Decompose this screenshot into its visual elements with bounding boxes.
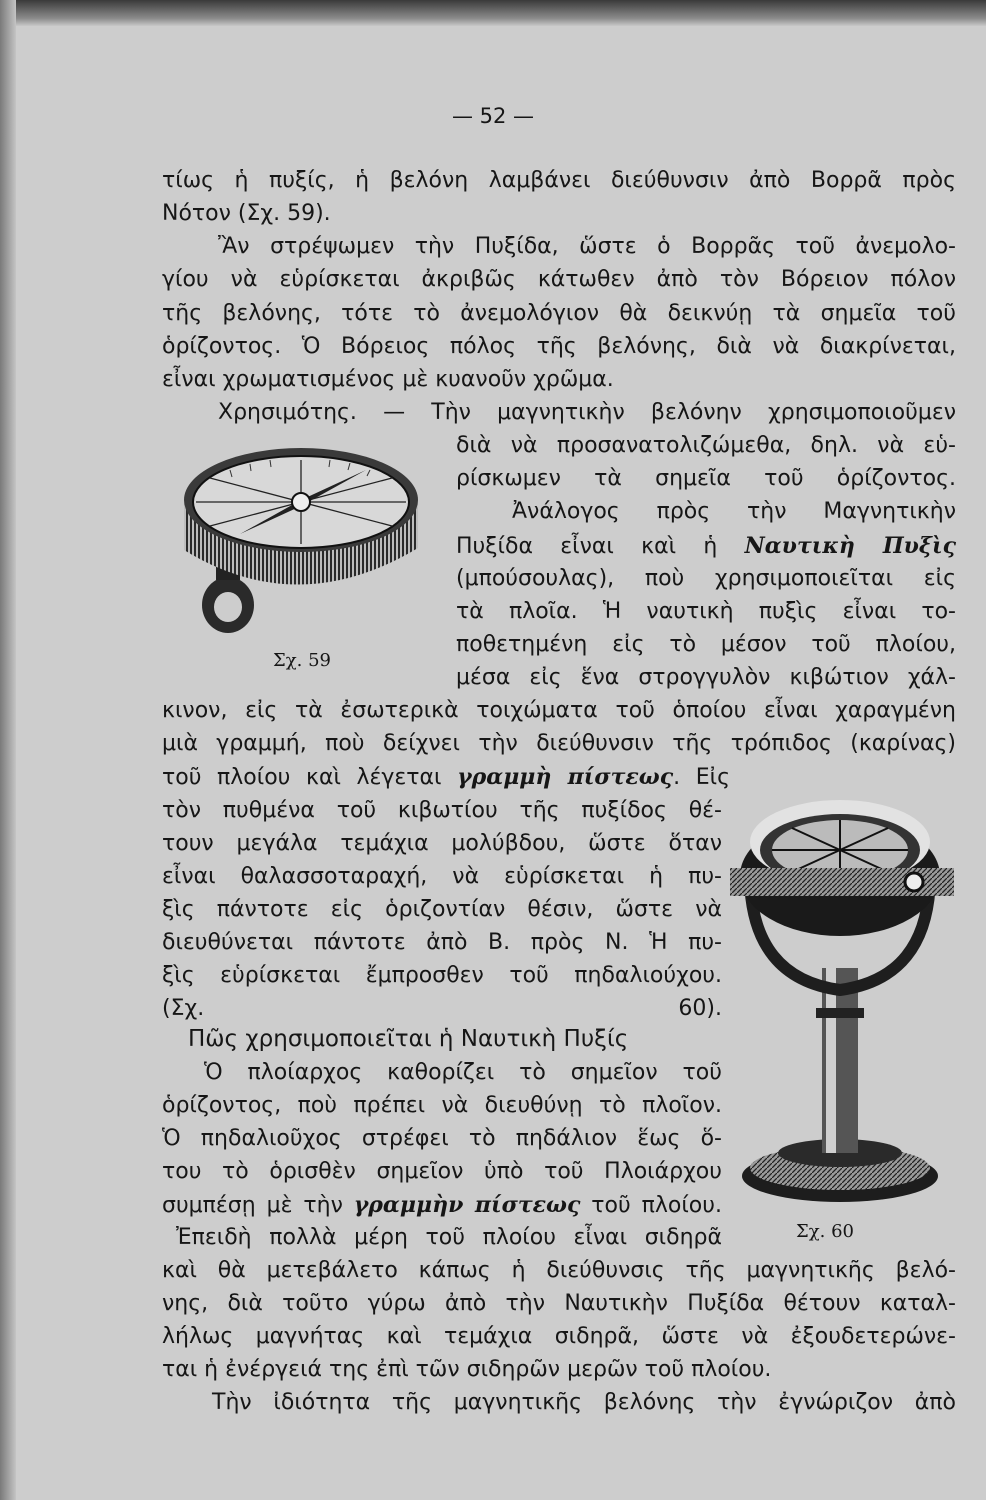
text-line — [456, 531, 956, 562]
text-line: Νότον (Σχ. 59). — [162, 201, 331, 226]
text-line: μέσα εἰς ἕνα στρογγυλὸν κιβώτιον χάλ- — [456, 665, 956, 690]
text-line: Τὴν ἰδιότητα τῆς μαγνητικῆς βελόνης τὴν ἐγνώριζον ἀπὸ — [212, 1390, 956, 1415]
text-line: ὁρίζοντος, ποὺ πρέπει νὰ διευθύνῃ τὸ πλοῖον. — [162, 1093, 722, 1118]
emphasis-term: γραμμὴν πίστεως — [353, 1192, 581, 1218]
text-line: (μπούσουλας), ποὺ χρησιμοποιεῖται εἰς — [456, 566, 956, 591]
text-line: λήλως μαγνήτας καὶ τεμάχια σιδηρᾶ, ὥστε νὰ ἐξουδετερώνε- — [162, 1324, 956, 1349]
text-line: ται ἡ ἐνέργειά της ἐπὶ τῶν σιδηρῶν μερῶν τοῦ πλοίου. — [162, 1357, 772, 1382]
text-run: τοῦ πλοίου καὶ λέγεται — [162, 765, 458, 790]
text-line: τίως ἡ πυξίς, ἡ βελόνη λαμβάνει διεύθυνσιν ἀπὸ Βορρᾶ πρὸς — [162, 168, 956, 193]
text-line: ξὶς πάντοτε εἰς ὁριζοντίαν θέσιν, ὥστε νὰ — [162, 897, 722, 922]
scan-edge-left — [0, 0, 16, 1500]
text-line — [162, 762, 730, 793]
text-line: διὰ νὰ προσανατολιζώμεθα, δηλ. νὰ εὑ- — [456, 433, 956, 458]
text-run: . Εἰς — [673, 765, 731, 790]
section-heading: Πῶς χρησιμοποιεῖται ἡ Ναυτικὴ Πυξίς — [188, 1026, 629, 1052]
text-line: εἶναι θαλασσοταραχή, νὰ εὑρίσκεται ἡ πυ- — [162, 864, 722, 889]
text-line: τὰ πλοῖα. Ἡ ναυτικὴ πυξὶς εἶναι το- — [456, 599, 956, 624]
figure-59-magnetic-compass — [170, 430, 440, 660]
text-line: Ὁ πηδαλιοῦχος στρέφει τὸ πηδάλιον ἕως ὅ- — [162, 1126, 722, 1151]
text-line: (Σχ. 60). — [162, 996, 722, 1021]
text-line: ὁρίζοντος. Ὁ Βόρειος πόλος τῆς βελόνης, διὰ νὰ διακρίνεται, — [162, 334, 956, 359]
text-line: ξὶς εὑρίσκεται ἔμπροσθεν τοῦ πηδαλιούχου. — [162, 963, 722, 988]
emphasis-term: γραμμὴ πίστεως — [457, 764, 674, 790]
text-run: Πυξίδα εἶναι καὶ ἡ — [456, 534, 745, 559]
text-line — [162, 1190, 722, 1221]
figure-59-caption: Σχ. 59 — [273, 650, 331, 671]
text-line: Ἀνάλογος πρὸς τὴν Μαγνητικὴν — [512, 499, 956, 524]
emphasis-term: Ναυτικὴ Πυξὶς — [744, 533, 956, 559]
text-run: συμπέσῃ μὲ τὴν — [162, 1193, 354, 1218]
text-line: κινον, εἰς τὰ ἐσωτερικὰ τοιχώματα τοῦ ὁποίου εἶναι χαραγμένη — [162, 698, 956, 723]
text-line: ποθετημένη εἰς τὸ μέσον τοῦ πλοίου, — [456, 632, 956, 657]
text-line: μιὰ γραμμή, ποὺ δείχνει τὴν διεύθυνσιν τῆς τρόπιδος (καρίνας) — [162, 731, 956, 756]
text-line: τουν μεγάλα τεμάχια μολύβδου, ὥστε ὅταν — [162, 831, 722, 856]
text-line: του τὸ ὁρισθὲν σημεῖον ὑπὸ τοῦ Πλοιάρχου — [162, 1159, 722, 1184]
text-line: Ἂν στρέψωμεν τὴν Πυξίδα, ὥστε ὁ Βορρᾶς τοῦ ἀνεμολο- — [218, 234, 956, 259]
figure-60-nautical-compass — [722, 778, 956, 1218]
text-line: Ἐπειδὴ πολλὰ μέρη τοῦ πλοίου εἶναι σιδηρᾶ — [176, 1225, 722, 1250]
text-line: τὸν πυθμένα τοῦ κιβωτίου τῆς πυξίδος θέ- — [162, 798, 722, 823]
text-line: εἶναι χρωματισμένος μὲ κυανοῦν χρῶμα. — [162, 367, 614, 392]
page-number: — 52 — — [451, 104, 535, 128]
scan-edge-top — [0, 0, 986, 26]
text-run: τοῦ πλοίου. — [580, 1193, 722, 1218]
text-line: καὶ θὰ μετεβάλετο κάπως ἡ διεύθυνσις τῆς μαγνητικῆς βελό- — [162, 1258, 956, 1283]
figure-60-caption: Σχ. 60 — [796, 1221, 854, 1242]
text-line: τῆς βελόνης, τότε τὸ ἀνεμολόγιον θὰ δεικνύῃ τὰ σημεῖα τοῦ — [162, 301, 956, 326]
text-line: διευθύνεται πάντοτε ἀπὸ Β. πρὸς Ν. Ἡ πυ- — [162, 930, 722, 955]
text-line: νης, διὰ τοῦτο γύρω ἀπὸ τὴν Ναυτικὴν Πυξίδα θέτουν καταλ- — [162, 1291, 956, 1316]
text-line: Χρησιμότης. — Τὴν μαγνητικὴν βελόνην χρησιμοποιοῦμεν — [218, 400, 956, 425]
text-line: γίου νὰ εὑρίσκεται ἀκριβῶς κάτωθεν ἀπὸ τὸν Βόρειον πόλον — [162, 267, 956, 292]
text-line: Ὁ πλοίαρχος καθορίζει τὸ σημεῖον τοῦ — [204, 1060, 722, 1085]
text-line: ρίσκωμεν τὰ σημεῖα τοῦ ὁρίζοντος. — [456, 466, 956, 491]
